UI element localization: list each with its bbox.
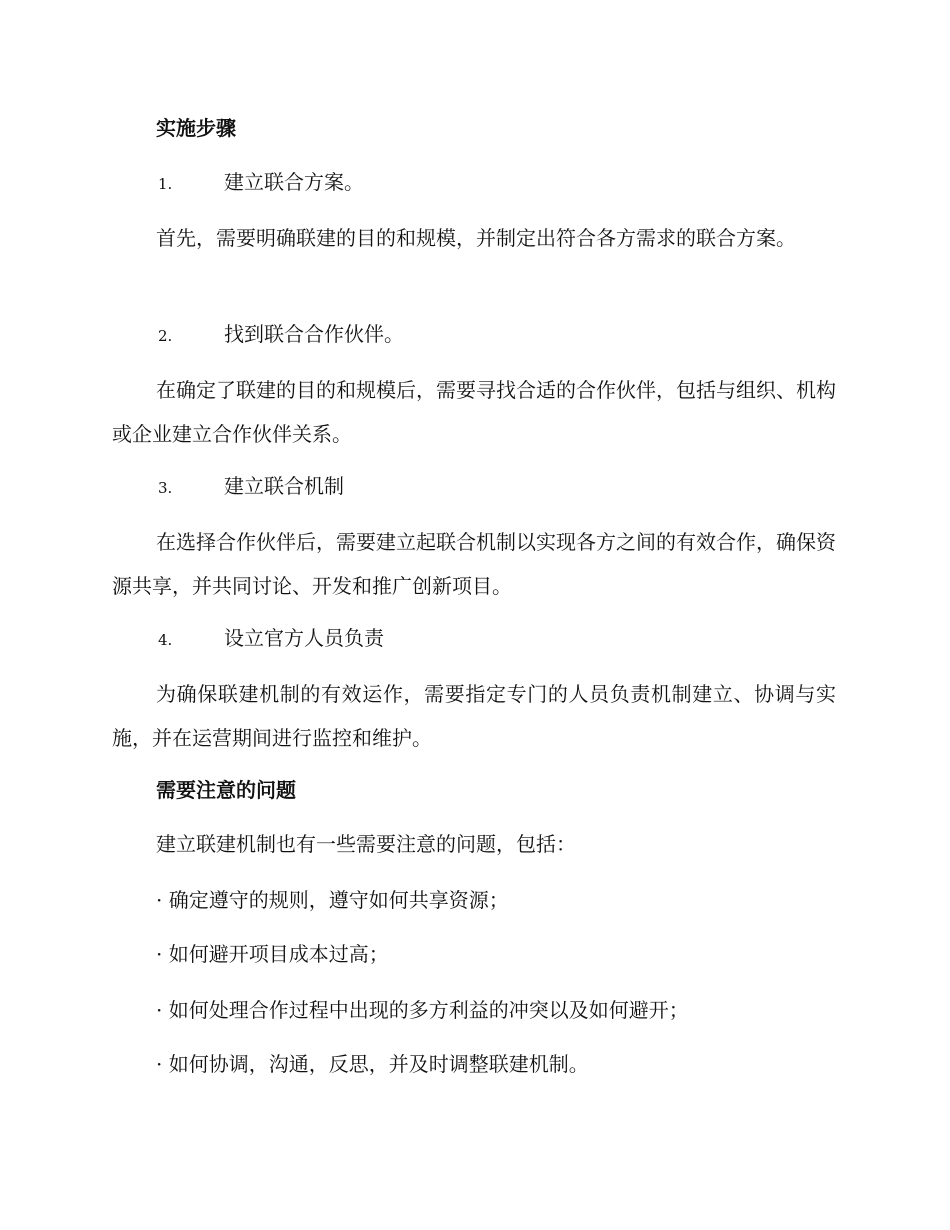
issue-bullet-item: · 如何处理合作过程中出现的多方利益的冲突以及如何避开； [156, 998, 689, 1022]
step-body-paragraph: 在确定了联建的目的和规模后，需要寻找合适的合作伙伴，包括与组织、机构或企业建立合作伙伴关系。 [112, 378, 836, 446]
step-title: 设立官方人员负责 [224, 626, 384, 650]
step-body-paragraph: 在选择合作伙伴后，需要建立起联合机制以实现各方之间的有效合作，确保资源共享，并共同讨论、开发和推广创新项目。 [112, 530, 836, 598]
issues-intro-text: 建立联建机制也有一些需要注意的问题，包括： [156, 832, 576, 856]
step-title: 找到联合合作伙伴。 [224, 322, 404, 346]
section-heading-issues: 需要注意的问题 [156, 778, 296, 802]
step-title: 建立联合方案。 [224, 170, 364, 194]
step-number: 1. [158, 175, 173, 193]
issue-bullet-item: · 如何协调，沟通，反思，并及时调整联建机制。 [156, 1052, 589, 1076]
step-body-paragraph: 为确保联建机制的有效运作，需要指定专门的人员负责机制建立、协调与实施，并在运营期间进行监控和维护。 [112, 682, 836, 750]
step-body-paragraph: 首先，需要明确联建的目的和规模，并制定出符合各方需求的联合方案。 [156, 226, 796, 250]
step-number: 2. [158, 327, 173, 345]
step-title: 建立联合机制 [224, 474, 344, 498]
issue-bullet-item: · 确定遵守的规则，遵守如何共享资源； [156, 888, 509, 912]
issue-bullet-item: · 如何避开项目成本过高； [156, 942, 389, 966]
step-number: 3. [158, 479, 173, 497]
section-heading-implementation-steps: 实施步骤 [156, 116, 236, 140]
step-number: 4. [158, 631, 173, 649]
